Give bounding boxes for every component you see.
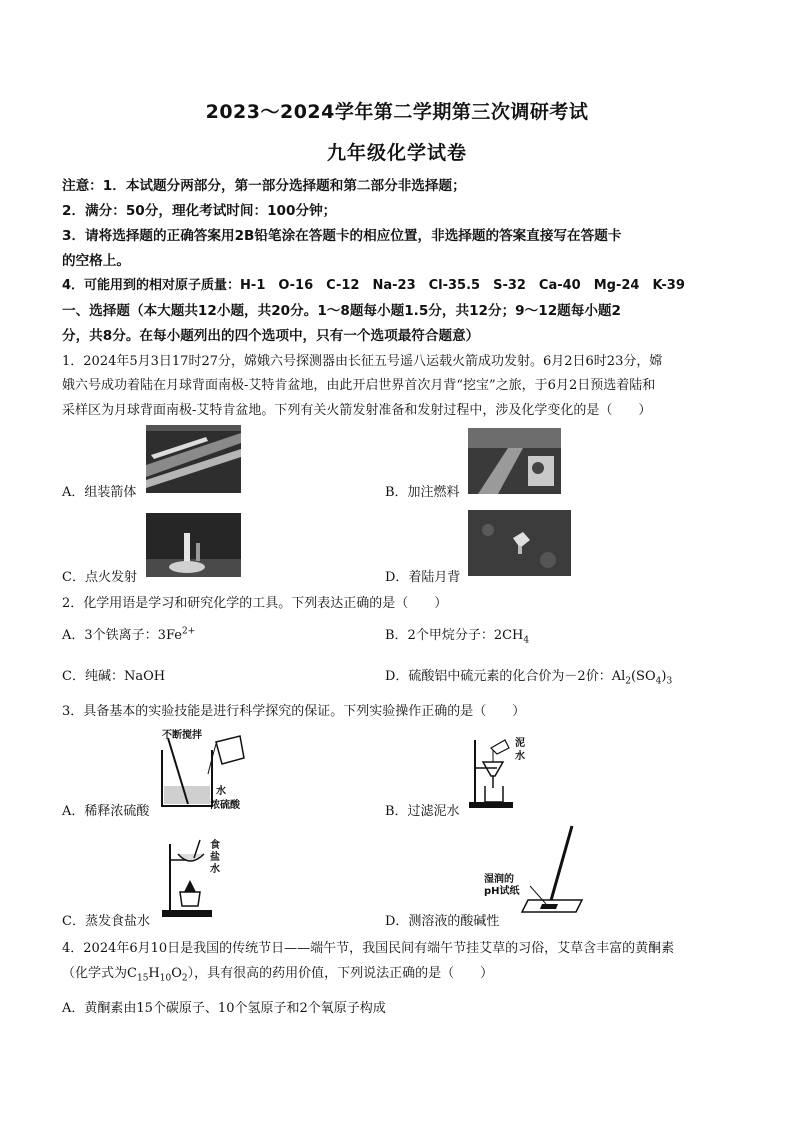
q3-option-b[interactable]: B．过滤泥水 [385, 804, 460, 819]
q4-stem-line-2: （化学式为$C_{15}H_{10}O_2$），具有很高的药用价值，下列说法正确的是（ ） [62, 966, 494, 984]
q4-formula: $C_{15}H_{10}O_2$ [127, 966, 188, 984]
q3-option-a[interactable]: A．稀释浓硫酸 [62, 804, 150, 819]
q2-option-a[interactable] [62, 624, 195, 643]
q1-option-d[interactable]: D．着陆月背 [385, 570, 461, 585]
q2-option-d[interactable] [385, 665, 672, 687]
q4-stem-line-1: 4．2024年6月10日是我国的传统节日——端午节，我国民间有端午节挂艾草的习俗，艾草含丰富的黄酮素 [62, 941, 675, 956]
q3-option-d[interactable]: D．测溶液的酸碱性 [385, 914, 500, 929]
q3-label-stir: 不断搅拌 [162, 730, 202, 741]
note-line-5: 4．可能用到的相对原子质量：H-1 O-16 C-12 Na-23 Cl-35.5 S-32 Ca-40 Mg-24 K-39 [62, 278, 685, 293]
q3-label-ph-paper: pH试纸 [484, 886, 520, 897]
q2-option-b[interactable] [385, 624, 529, 646]
q1-photo-rocket-assembly [146, 425, 241, 493]
exam-title: 2023～2024学年第二学期第三次调研考试 [205, 101, 589, 123]
q3-label-water: 水 [216, 786, 226, 797]
note-line-2: 2．满分：50分，理化考试时间：100分钟； [62, 203, 337, 219]
note-line-1: 注意：1．本试题分两部分，第一部分选择题和第二部分非选择题； [62, 178, 466, 194]
exam-subtitle: 九年级化学试卷 [326, 142, 467, 164]
section-heading-line-2: 分，共8分。在每小题列出的四个选项中，只有一个选项最符合题意） [62, 328, 480, 344]
q3-stem: 3．具备基本的实验技能是进行科学探究的保证。下列实验操作正确的是（ ） [62, 704, 526, 719]
q1-photo-moon-landing [468, 510, 571, 576]
q1-stem-line-1: 1．2024年5月3日17时27分，嫦娥六号探测器由长征五号遥八运载火箭成功发射。6月2日6时23分，嫦 [62, 354, 663, 369]
q3-label-salt-2: 盐 [210, 852, 220, 863]
q3-label-moist: 湿润的 [484, 874, 514, 885]
note-line-4: 的空格上。 [62, 253, 130, 269]
q3-diagram-filtration [465, 732, 535, 810]
q2-option-d-formula: $Al_2(SO_4)_3$ [611, 669, 673, 687]
q1-stem-line-2: 娥六号成功着陆在月球背面南极-艾特肯盆地，由此开启世界首次月背“挖宝”之旅，于6月2日预选着陆和 [62, 378, 656, 393]
q2-option-b-formula: 2CH [493, 628, 524, 643]
q1-option-c[interactable]: C．点火发射 [62, 570, 137, 585]
q2-option-d-text: D．硫酸铝中硫元素的化合价为－2价： [385, 669, 612, 684]
q3-diagram-ph-test [480, 824, 590, 916]
q2-option-a-formula: 3Fe [157, 628, 182, 643]
q3-option-c[interactable]: C．蒸发食盐水 [62, 914, 150, 929]
q3-diagram-dilute-acid [150, 728, 260, 812]
q4-option-a[interactable]: A．黄酮素由15个碳原子、10个氢原子和2个氧原子构成 [62, 1001, 386, 1016]
q1-stem-line-3: 采样区为月球背面南极-艾特肯盆地。下列有关火箭发射准备和发射过程中，涉及化学变化的是（ ） [62, 403, 652, 418]
q2-option-b-subscript: 4 [523, 635, 530, 646]
q3-label-acid: 浓硫酸 [210, 800, 240, 811]
q3-label-mud: 泥 [515, 738, 525, 749]
note-line-3: 3．请将选择题的正确答案用2B铅笔涂在答题卡的相应位置，非选择题的答案直接写在答题卡 [62, 228, 622, 244]
q2-option-c[interactable]: C．纯碱：NaOH [62, 669, 166, 684]
q1-photo-launch [146, 513, 241, 577]
q2-option-a-charge: 2+ [181, 626, 196, 637]
q1-option-b[interactable]: B．加注燃料 [385, 485, 460, 500]
q3-label-salt-1: 食 [210, 840, 220, 851]
q3-diagram-evaporation [160, 836, 230, 920]
section-heading-line-1: 一、选择题（本大题共12小题，共20分。1～8题每小题1.5分，共12分；9～12题每小题2 [62, 303, 621, 319]
q1-photo-fueling [468, 428, 561, 494]
q1-option-a[interactable]: A．组装箭体 [62, 485, 137, 500]
q2-option-a-text: A．3个铁离子： [62, 628, 158, 643]
q3-label-salt-3: 水 [210, 864, 220, 875]
q2-option-b-text: B．2个甲烷分子： [385, 628, 494, 643]
q3-label-mud-water: 水 [515, 751, 525, 762]
q2-stem: 2．化学用语是学习和研究化学的工具。下列表达正确的是（ ） [62, 596, 448, 611]
